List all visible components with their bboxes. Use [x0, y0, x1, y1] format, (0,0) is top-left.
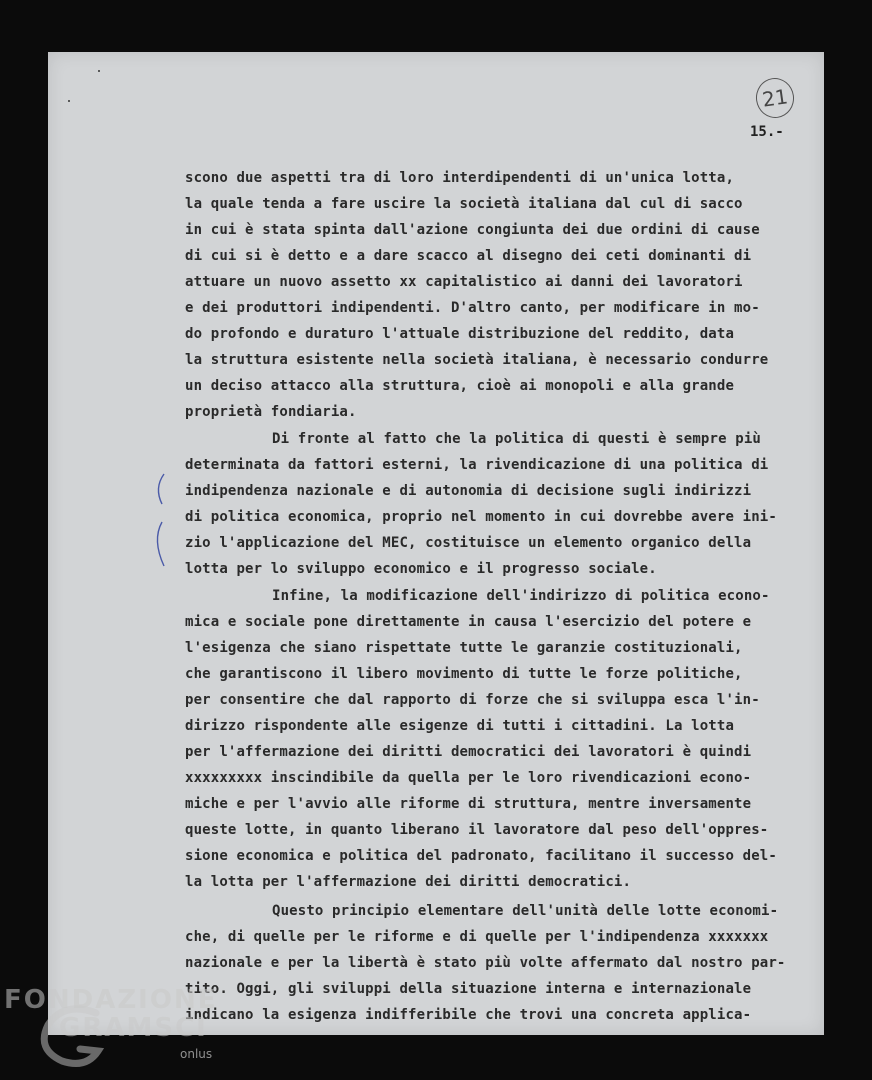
logo-text-fondazione: FONDAZIONE	[4, 985, 218, 1015]
fondazione-gramsci-watermark	[4, 985, 234, 1075]
text-line: di politica economica, proprio nel momento in cui dovrebbe avere ini-	[185, 509, 777, 525]
text-line: scono due aspetti tra di loro interdipendenti di un'unica lotta,	[185, 170, 735, 186]
text-line: per consentire che dal rapporto di forze che si sviluppa esca l'in-	[185, 692, 760, 708]
text-line: do profondo e duraturo l'attuale distribuzione del reddito, data	[185, 326, 735, 342]
text-line: dirizzo rispondente alle esigenze di tutti i cittadini. La lotta	[185, 718, 735, 734]
text-line: che garantiscono il libero movimento di tutte le forze politiche,	[185, 666, 743, 682]
page-number: 15.-	[750, 124, 784, 140]
text-line: la lotta per l'affermazione dei diritti democratici.	[185, 874, 632, 890]
text-line: l'esigenza che siano rispettate tutte le garanzie costituzionali,	[185, 640, 743, 656]
text-line: che, di quelle per le riforme e di quelle per l'indipendenza xxxxxxx	[185, 929, 769, 945]
paper-speck	[68, 100, 70, 102]
text-line: sione economica e politica del padronato, facilitano il successo del-	[185, 848, 777, 864]
text-line: per l'affermazione dei diritti democratici dei lavoratori è quindi	[185, 744, 752, 760]
text-line: zio l'applicazione del MEC, costituisce un elemento organico della	[185, 535, 752, 551]
logo-text-gramsci: GRAMSCI	[59, 1013, 208, 1043]
text-line: mica e sociale pone direttamente in causa l'esercizio del potere e	[185, 614, 752, 630]
text-line: Infine, la modificazione dell'indirizzo di politica econo-	[272, 588, 770, 604]
text-line: proprietà fondiaria.	[185, 404, 357, 420]
text-line: Questo principio elementare dell'unità delle lotte economi-	[272, 903, 779, 919]
paper-speck	[98, 70, 100, 72]
archive-number-stamp: 21	[753, 76, 796, 121]
text-line: xxxxxxxxx inscindibile da quella per le loro rivendicazioni econo-	[185, 770, 752, 786]
text-line: un deciso attacco alla struttura, cioè ai monopoli e alla grande	[185, 378, 735, 394]
text-line: queste lotte, in quanto liberano il lavoratore dal peso dell'oppres-	[185, 822, 769, 838]
text-line: lotta per lo sviluppo economico e il progresso sociale.	[185, 561, 657, 577]
logo-text-onlus: onlus	[180, 1047, 213, 1061]
text-line: nazionale e per la libertà è stato più volte affermato dal nostro par-	[185, 955, 786, 971]
text-line: indicano la esigenza indifferibile che trovi una concreta applica-	[185, 1007, 752, 1023]
text-line: determinata da fattori esterni, la rivendicazione di una politica di	[185, 457, 769, 473]
text-line: Di fronte al fatto che la politica di questi è sempre più	[272, 431, 761, 447]
text-line: e dei produttori indipendenti. D'altro canto, per modificare in mo-	[185, 300, 760, 316]
text-line: indipendenza nazionale e di autonomia di decisione sugli indirizzi	[185, 483, 752, 499]
text-line: tito. Oggi, gli sviluppi della situazione interna e internazionale	[185, 981, 752, 997]
text-line: la quale tenda a fare uscire la società italiana dal cul di sacco	[185, 196, 743, 212]
text-line: in cui è stata spinta dall'azione congiunta dei due ordini di cause	[185, 222, 760, 238]
margin-bracket-mark	[150, 470, 170, 570]
text-line: miche e per l'avvio alle riforme di struttura, mentre inversamente	[185, 796, 752, 812]
text-line: di cui si è detto e a dare scacco al disegno dei ceti dominanti di	[185, 248, 752, 264]
text-line: la struttura esistente nella società italiana, è necessario condurre	[185, 352, 769, 368]
text-line: attuare un nuovo assetto xx capitalistico ai danni dei lavoratori	[185, 274, 743, 290]
